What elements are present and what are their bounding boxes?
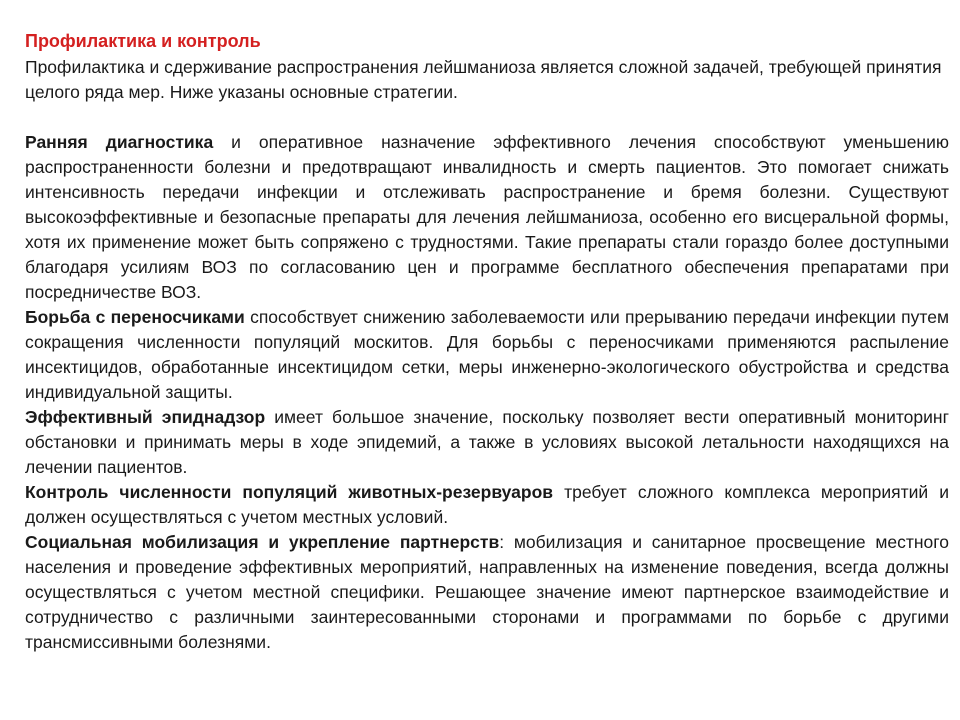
paragraph-surveillance: [25, 405, 949, 480]
text-vector-control: способствует снижению заболеваемости или прерыванию передачи инфекции путем сокращения численности популяций москитов. Для борьбы с переносчиками применяются распыление инсектицидов, обработанные инсектицидом сетки, меры инженерно-экологического обустройства и средства индивидуальной защиты.: [25, 307, 949, 402]
paragraph-early-diagnosis: [25, 130, 949, 305]
term-social-mobilization: Социальная мобилизация и укрепление партнерств: [25, 532, 500, 552]
slide-title: Профилактика и контроль: [25, 31, 261, 51]
slide-content: [25, 28, 949, 655]
intro-paragraph: Профилактика и сдерживание распространения лейшманиоза является сложной задачей, требующей принятия целого ряда мер. Ниже указаны основные стратегии.: [25, 57, 942, 102]
term-vector-control: Борьба с переносчиками: [25, 307, 245, 327]
text-early-diagnosis: и оперативное назначение эффективного лечения способствуют уменьшению распространенности болезни и предотвращают инвалидность и смерть пациентов. Это помогает снижать интенсивность передачи инфекции и отслеживать распространение и бремя болезни. Существуют высокоэффективные и безопасные препараты для лечения лейшманиоза, особенно его висцеральной формы, хотя их применение может быть сопряжено с трудностями. Такие препараты стали гораздо более доступными благодаря усилиям ВОЗ по согласованию цен и программе бесплатного обеспечения препаратами при посредничестве ВОЗ.: [25, 132, 949, 302]
paragraph-spacer: [25, 105, 949, 130]
term-early-diagnosis: Ранняя диагностика: [25, 132, 214, 152]
text-reservoir-control: требует сложного комплекса мероприятий и должен осуществляться с учетом местных условий.: [25, 482, 949, 527]
text-surveillance: имеет большое значение, поскольку позволяет вести оперативный мониторинг обстановки и принимать меры в ходе эпидемий, а также в условиях высокой летальности находящихся на лечении пациентов.: [25, 407, 949, 477]
paragraph-social-mobilization: [25, 530, 949, 655]
paragraph-vector-control: [25, 305, 949, 405]
term-reservoir-control: Контроль численности популяций животных-резервуаров: [25, 482, 554, 502]
text-social-mobilization: : мобилизация и санитарное просвещение местного населения и проведение эффективных мероприятий, направленных на изменение поведения, всегда должны осуществляться с учетом местной специфики. Решающее значение имеют партнерское взаимодействие и сотрудничество с различными заинтересованными сторонами и программами по борьбе с другими трансмиссивными болезнями.: [25, 532, 950, 652]
term-surveillance: Эффективный эпиднадзор: [25, 407, 266, 427]
paragraph-reservoir-control: [25, 480, 949, 530]
